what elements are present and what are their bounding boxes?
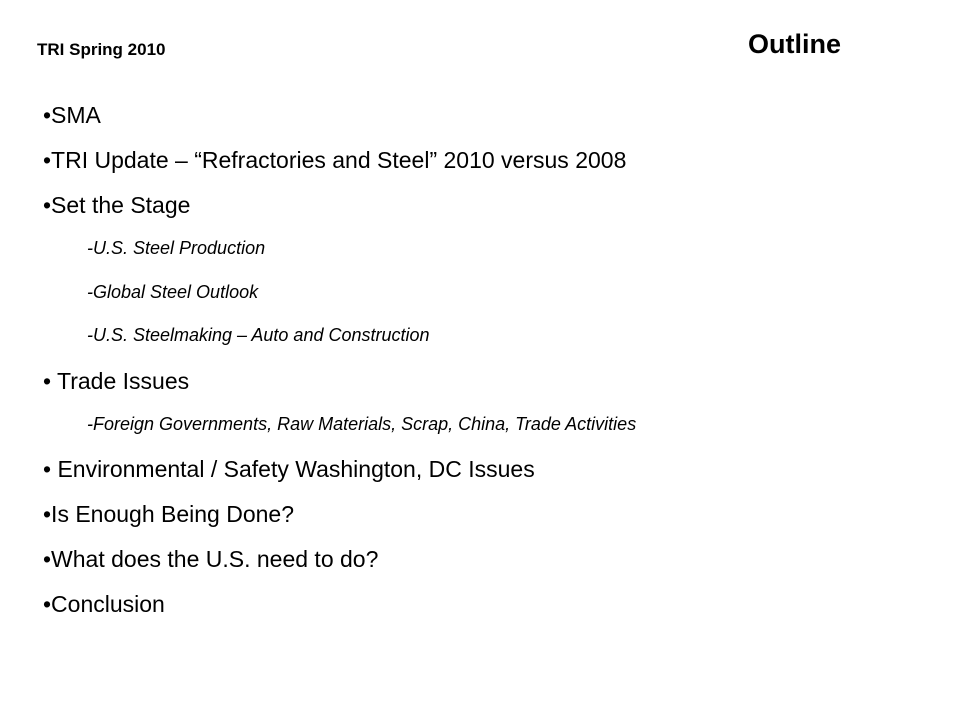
outline-subitem-us-steel-production: -U.S. Steel Production bbox=[87, 238, 266, 258]
outline-item-set-the-stage: •Set the Stage bbox=[43, 192, 191, 218]
outline-item-tri-update: •TRI Update – “Refractories and Steel” 2010 versus 2008 bbox=[43, 147, 627, 173]
outline-item-environmental-safety: • Environmental / Safety Washington, DC Issues bbox=[43, 456, 535, 482]
outline-subitem-global-steel-outlook: -Global Steel Outlook bbox=[87, 281, 259, 302]
slide-title: Outline bbox=[748, 29, 841, 59]
outline-item-sma: •SMA bbox=[43, 102, 101, 128]
outline-subitem-us-steelmaking: -U.S. Steelmaking – Auto and Construction bbox=[87, 325, 430, 345]
event-label: TRI Spring 2010 bbox=[37, 40, 166, 59]
outline-item-conclusion: •Conclusion bbox=[43, 591, 165, 617]
outline-item-trade-issues: • Trade Issues bbox=[43, 367, 190, 394]
outline-item-is-enough-being-done: •Is Enough Being Done? bbox=[43, 501, 295, 527]
outline-subitem-foreign-governments: -Foreign Governments, Raw Materials, Scrap, China, Trade Activities bbox=[87, 413, 637, 434]
outline-list bbox=[43, 99, 943, 633]
outline-item-what-does-us-need: •What does the U.S. need to do? bbox=[43, 546, 379, 572]
